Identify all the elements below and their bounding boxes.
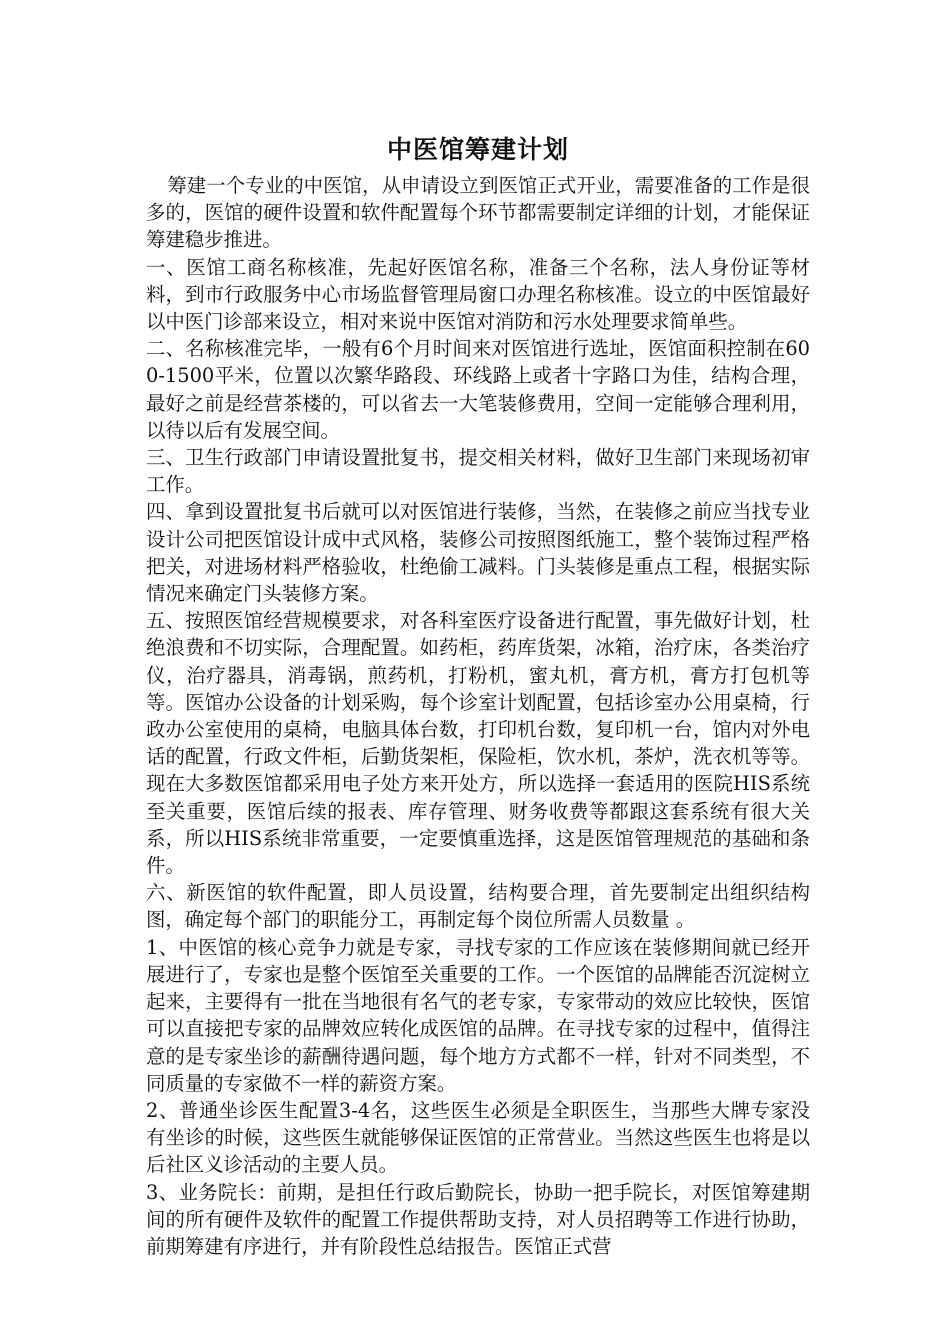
paragraph-section-1: 一、医馆工商名称核准，先起好医馆名称，准备三个名称，法人身份证等材料，到市行政服务中心市场监督管理局窗口办理名称核准。设立的中医馆最好以中医门诊部来设立，相对来说中医馆对消防和污水处理要求简单些。 bbox=[146, 255, 810, 334]
paragraph-section-6: 六、新医馆的软件配置，即人员设置，结构要合理，首先要制定出组织结构图，确定每个部门的职能分工，再制定每个岗位所需人员数量 。 bbox=[146, 881, 810, 932]
paragraph-intro: 筹建一个专业的中医馆，从申请设立到医馆正式开业，需要准备的工作是很多的，医馆的硬件设置和软件配置每个环节都需要制定详细的计划，才能保证筹建稳步推进。 bbox=[146, 174, 810, 252]
paragraph-section-2: 二、名称核准完毕，一般有6个月时间来对医馆进行选址，医馆面积控制在600-1500平米，位置以次繁华路段、环线路上或者十字路口为佳，结构合理，最好之前是经营茶楼的，可以省去一大笔装修费用，空间一定能够合理利用，以待以后有发展空间。 bbox=[146, 337, 810, 442]
document-title: 中医馆筹建计划 bbox=[386, 135, 569, 164]
paragraph-section-5: 五、按照医馆经营规模要求，对各科室医疗设备进行配置，事先做好计划，杜绝浪费和不切实际，合理配置。如药柜，药库货架，冰箱，治疗床，各类治疗仪，治疗器具，消毒锅，煎药机，打粉机，蜜丸机，膏方机，膏方打包机等等。医馆办公设备的计划采购，每个诊室计划配置，包括诊室办公用桌椅，行政办公室使用的桌椅，电脑具体台数，打印机台数，复印机一台，馆内对外电话的配置，行政文件柜，后勤货架柜，保险柜，饮水机，茶炉，洗衣机等等。现在大多数医馆都采用电子处方来开处方，所以选择一套适用的医院HIS系统至关重要，医馆后续的报表、库存管理、财务收费等都跟这套系统有很大关系，所以HIS系统非常重要，一定要慎重选择，这是医馆管理规范的基础和条件。 bbox=[146, 609, 810, 878]
paragraph-section-4: 四、拿到设置批复书后就可以对医馆进行装修，当然，在装修之前应当找专业设计公司把医馆设计成中式风格，装修公司按照图纸施工，整个装饰过程严格把关，对进场材料严格验收，杜绝偷工减料。门头装修是重点工程，根据实际情况来确定门头装修方案。 bbox=[146, 500, 810, 606]
paragraph-item-3: 3、业务院长：前期，是担任行政后勤院长，协助一把手院长，对医馆筹建期间的所有硬件及软件的配置工作提供帮助支持，对人员招聘等工作进行协助，前期筹建有序进行，并有阶段性总结报告。医馆正式营 bbox=[146, 1180, 810, 1258]
paragraph-section-3: 三、卫生行政部门申请设置批复书，提交相关材料，做好卫生部门来现场初审工作。 bbox=[146, 446, 810, 497]
document-page bbox=[146, 132, 810, 1260]
paragraph-item-1: 1、中医馆的核心竞争力就是专家，寻找专家的工作应该在装修期间就已经开展进行了，专家也是整个医馆至关重要的工作。一个医馆的品牌能否沉淀树立起来，主要得有一批在当地很有名气的老专家，专家带动的效应比较快，医馆可以直接把专家的品牌效应转化成医馆的品牌。在寻找专家的过程中，值得注意的是专家坐诊的薪酬待遇问题，每个地方方式都不一样，针对不同类型，不同质量的专家做不一样的薪资方案。 bbox=[146, 935, 810, 1095]
paragraph-item-2: 2、普通坐诊医生配置3-4名，这些医生必须是全职医生，当那些大牌专家没有坐诊的时候，这些医生就能够保证医馆的正常营业。当然这些医生也将是以后社区义诊活动的主要人员。 bbox=[146, 1098, 810, 1177]
